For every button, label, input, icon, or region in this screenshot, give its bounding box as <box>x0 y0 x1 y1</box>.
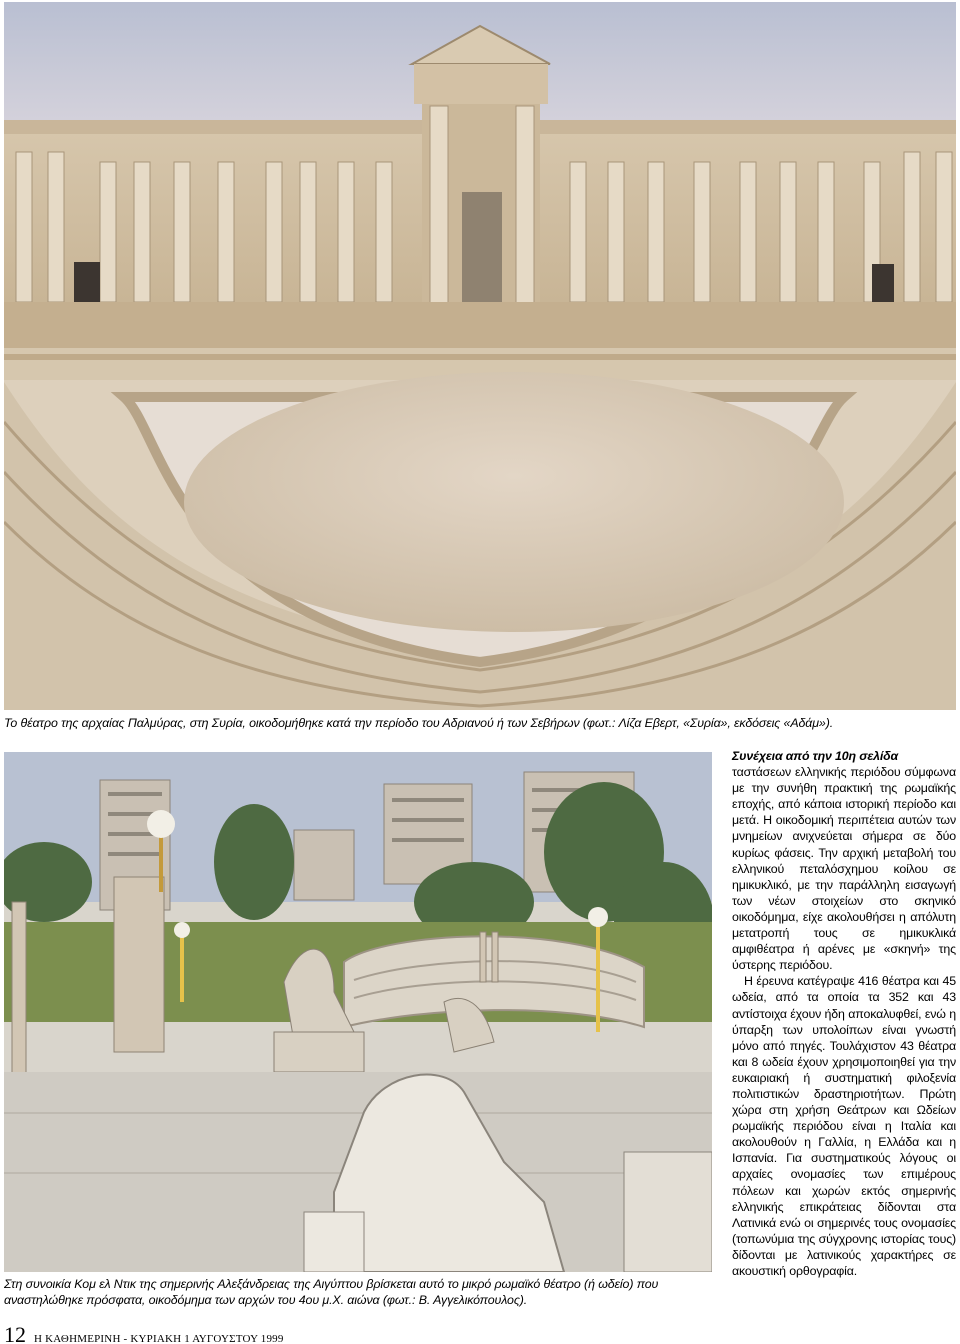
odeon-photo-icon <box>4 752 712 1272</box>
alexandria-odeon-photo <box>4 752 712 1272</box>
bottom-photo-caption: Στη συνοικία Κομ ελ Ντικ της σημερινής Αλεξάνδρειας της Αιγύπτου βρίσκεται αυτό το μικρό ρωμαϊκό θέατρο (ή ωδείο) που αναστηλώθηκε πρόσφατα, οικοδόμημα των αρχών του 4ου μ.Χ. αιώνα (φωτ.: Β. Αγγελικόπουλος). <box>4 1277 659 1307</box>
top-photo-caption: Το θέατρο της αρχαίας Παλμύρας, στη Συρία, οικοδομήθηκε κατά την περίοδο του Αδριανού ή των Σεβήρων (φωτ.: Λίζα Εβερτ, «Συρία», εκδόσεις «Αδάμ»). <box>4 716 834 730</box>
continued-from-label: Συνέχεια από την 10η σελίδα <box>732 749 899 763</box>
article-paragraph: Η έρευνα κατέγραψε 416 θέατρα και 45 ωδεία, από τα οποία τα 352 και 43 αντίστοιχα έχουν ήδη αποκαλυφθεί, ενώ η ύπαρξη των υπολοίπων είναι γνωστή μόνο από πηγές. Τουλάχιστον 43 θέατρα και 8 ωδεία έχουν χρησιμοποιηθεί για την ευκαιριακή ή συστηματική φιλοξενία πολιτιστικών δραστηριοτήτων. Πρώτη χώρα στη χρήση Θεάτρων και Ωδείων ρωμαϊκής περιόδου είναι η Ιταλία και ακολουθούν η Γαλλία, η Ελλάδα και η Ισπανία. Για συστηματικούς λόγους οι αρχαίες ονομασίες των επιμέρους πόλεων και χωρών εκτός σημερινής ελληνικής επικράτειας δίδονται στα Λατινικά ενώ οι σημερινές τους ονομασίες (τοπωνύμια της σύγχρονης ιστορίας τους) δίδονται με λατινικούς χαρακτήρες σε ακουστική ορθογραφία. <box>732 974 956 1278</box>
article-paragraph: ταστάσεων ελληνικής περιόδου σύμφωνα με την συνήθη πρακτική της ρωμαϊκής εποχής, από κάποια ιστορική περίοδο και μετά. Η οικοδομική περιπέτεια αυτών των μνημείων ανιχνεύεται σήμερα σε δύο κυρίως φάσεις. Την αρχική μεταβολή του ελληνικού πεταλόσχημου κοίλου σε ημικυκλικό, με την παράλληλη εισαγωγή των νέων στοιχείων στο σκηνικό οικοδόμημα, είχε ακολουθήσει η απόλυτη μετατροπή τους σε ημικυκλικά αμφιθέατρα ή αρένες με «σκηνή» της ύστερης περιόδου. <box>732 765 956 973</box>
footer-publication-line: Η ΚΑΘΗΜΕΡΙΝΗ - ΚΥΡΙΑΚΗ 1 ΑΥΓΟΥΣΤΟΥ 1999 <box>34 1333 284 1344</box>
palmyra-theatre-photo <box>4 2 956 710</box>
theatre-photo-icon <box>4 2 956 710</box>
article-column <box>732 748 956 1279</box>
page-footer <box>4 1322 284 1344</box>
page-number: 12 <box>4 1322 26 1344</box>
